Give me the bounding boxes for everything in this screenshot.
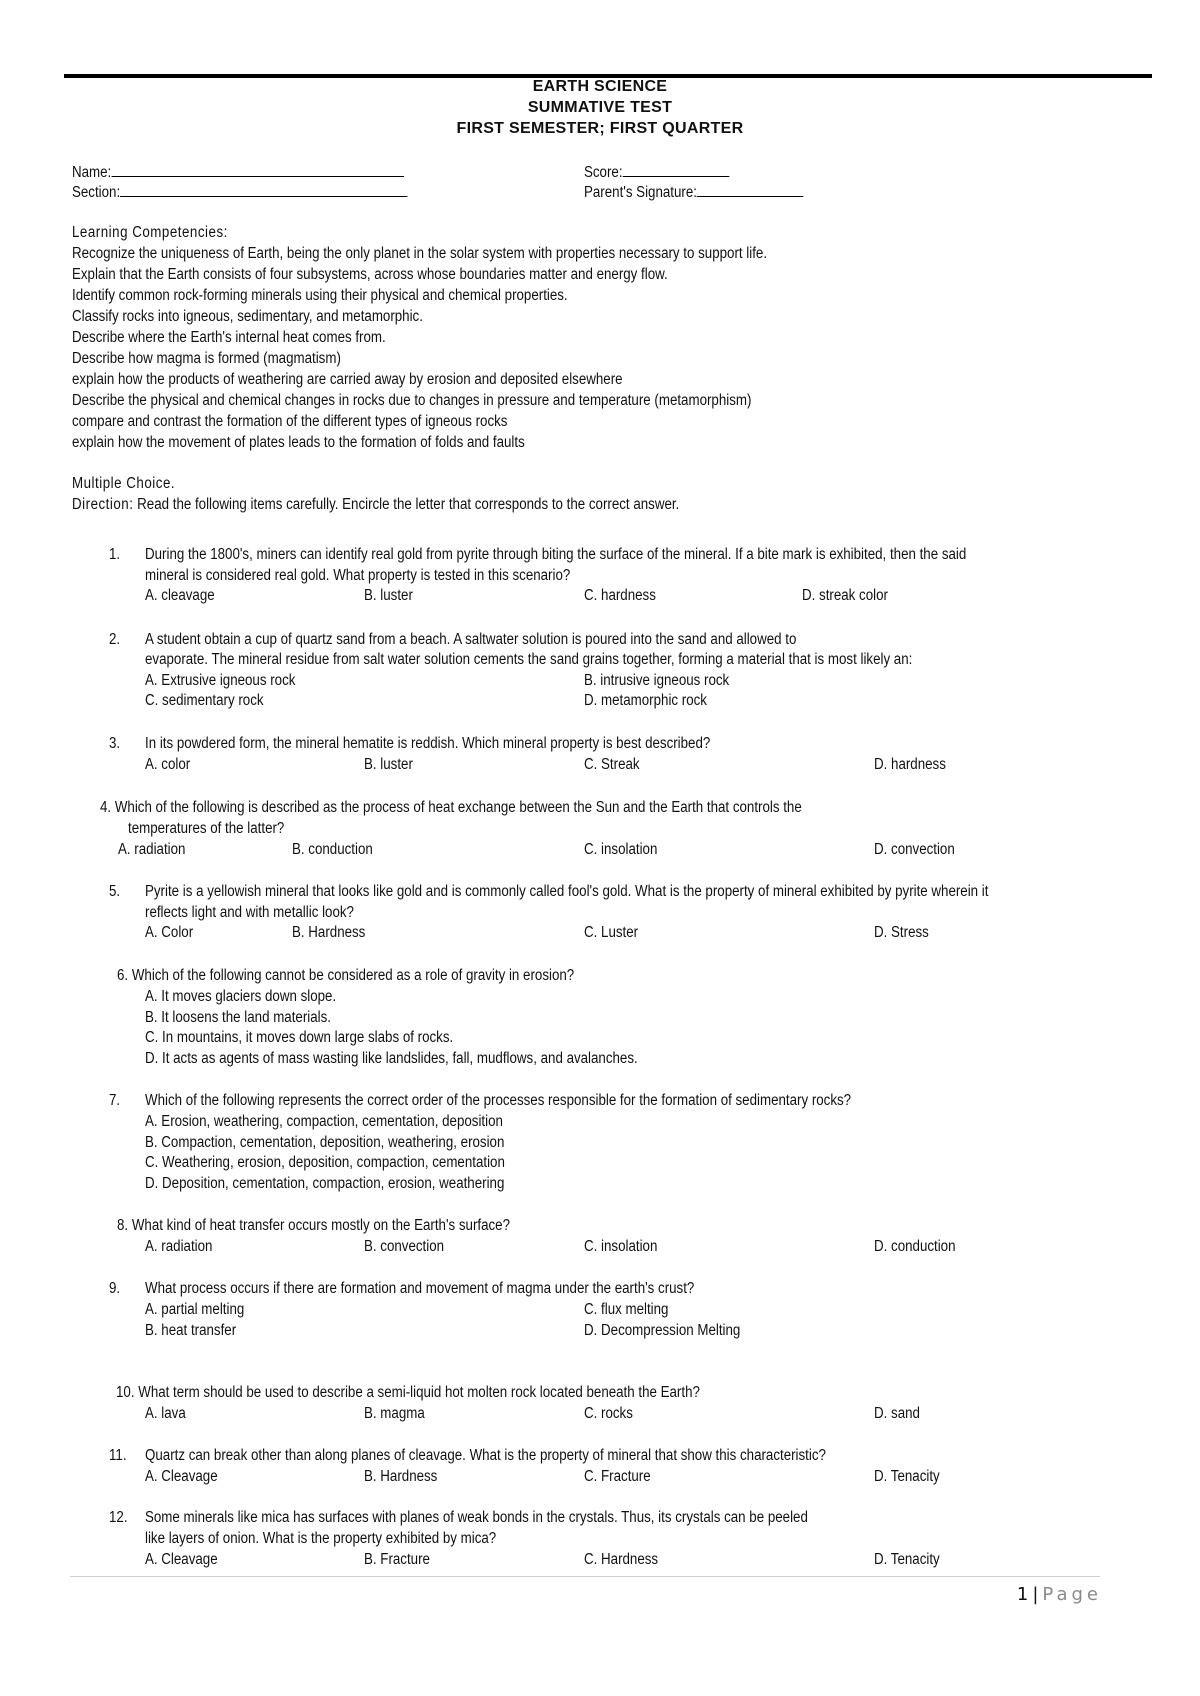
competency-item: Identify common rock-forming minerals using their physical and chemical properties. <box>72 287 568 304</box>
question-text: Pyrite is a yellowish mineral that looks like gold and is commonly called fool's gold. What is the property of mineral exhibited by pyrite wherein it <box>145 883 989 900</box>
choice-b[interactable]: B. magma <box>364 1405 425 1422</box>
question-text: Some minerals like mica has surfaces with planes of weak bonds in the crystals. Thus, its crystals can be peeled <box>145 1509 808 1526</box>
choice-b[interactable]: B. luster <box>364 756 413 773</box>
competency-item: Describe where the Earth's internal heat comes from. <box>72 329 386 346</box>
choice-c[interactable]: C. rocks <box>584 1405 633 1422</box>
question-number: 2. <box>109 631 121 648</box>
question-number: 7. <box>109 1092 121 1109</box>
question-text: Quartz can break other than along planes of cleavage. What is the property of mineral that show this characteristic? <box>145 1447 826 1464</box>
score-blank[interactable] <box>623 162 730 177</box>
direction-label: Direction: <box>72 496 134 513</box>
choice-d[interactable]: D. Tenacity <box>874 1551 940 1568</box>
choice-b[interactable]: B. intrusive igneous rock <box>584 672 730 689</box>
header-term: FIRST SEMESTER; FIRST QUARTER <box>456 120 744 137</box>
choice-d[interactable]: D. Decompression Melting <box>584 1322 741 1339</box>
choice-c[interactable]: C. insolation <box>584 1238 658 1255</box>
question-number: 11. <box>109 1447 127 1464</box>
choice-a[interactable]: A. Erosion, weathering, compaction, cementation, deposition <box>145 1113 503 1130</box>
choice-c[interactable]: C. In mountains, it moves down large slabs of rocks. <box>145 1029 454 1046</box>
choice-a[interactable]: A. radiation <box>145 1238 213 1255</box>
competency-item: Describe the physical and chemical changes in rocks due to changes in pressure and temperature (metamorphism) <box>72 392 752 409</box>
question-text: evaporate. The mineral residue from salt water solution cements the sand grains together, forming a material that is most likely an: <box>145 651 913 668</box>
competency-item: compare and contrast the formation of the different types of igneous rocks <box>72 413 508 430</box>
choice-c[interactable]: C. sedimentary rock <box>145 692 264 709</box>
choice-b[interactable]: B. luster <box>364 587 413 604</box>
question-text: What process occurs if there are formation and movement of magma under the earth's crust? <box>145 1280 695 1297</box>
footer-separator: | <box>1032 1584 1039 1605</box>
choice-b[interactable]: B. convection <box>364 1238 445 1255</box>
footer-rule <box>70 1576 1100 1577</box>
question-text: Which of the following represents the correct order of the processes responsible for the formation of sedimentary rocks? <box>145 1092 852 1109</box>
choice-d[interactable]: D. conduction <box>874 1238 956 1255</box>
choice-d[interactable]: D. streak color <box>802 587 888 604</box>
competency-item: explain how the movement of plates leads to the formation of folds and faults <box>72 434 525 451</box>
question-text: mineral is considered real gold. What property is tested in this scenario? <box>145 567 571 584</box>
choice-c[interactable]: C. insolation <box>584 841 658 858</box>
parent-signature-field[interactable] <box>584 182 804 203</box>
choice-a[interactable]: A. Cleavage <box>145 1551 218 1568</box>
question-text: In its powdered form, the mineral hematite is reddish. Which mineral property is best described? <box>145 735 711 752</box>
header-subject: EARTH SCIENCE <box>532 78 668 95</box>
choice-a[interactable]: A. Cleavage <box>145 1468 218 1485</box>
choice-a[interactable]: A. Extrusive igneous rock <box>145 672 296 689</box>
section-blank[interactable] <box>120 182 407 197</box>
choice-b[interactable]: B. Fracture <box>364 1551 430 1568</box>
competency-item: explain how the products of weathering are carried away by erosion and deposited elsewhere <box>72 371 623 388</box>
score-label: Score: <box>584 164 623 181</box>
choice-c[interactable]: C. Hardness <box>584 1551 659 1568</box>
name-field[interactable] <box>72 162 404 183</box>
choice-b[interactable]: B. Hardness <box>292 924 366 941</box>
header-test-type: SUMMATIVE TEST <box>527 99 673 116</box>
question-text: 6. Which of the following cannot be considered as a role of gravity in erosion? <box>117 967 575 984</box>
question-number: 1. <box>109 546 121 563</box>
choice-c[interactable]: C. Luster <box>584 924 639 941</box>
choice-a[interactable]: A. cleavage <box>145 587 215 604</box>
choice-c[interactable]: C. flux melting <box>584 1301 669 1318</box>
choice-a[interactable]: A. partial melting <box>145 1301 245 1318</box>
page-label: Page <box>1042 1584 1102 1605</box>
question-text: reflects light and with metallic look? <box>145 904 354 921</box>
direction-text: Read the following items carefully. Encircle the letter that corresponds to the correct answer. <box>133 496 680 513</box>
competency-item: Classify rocks into igneous, sedimentary, and metamorphic. <box>72 308 423 325</box>
competency-item: Explain that the Earth consists of four subsystems, across whose boundaries matter and energy flow. <box>72 266 668 283</box>
name-blank[interactable] <box>111 162 403 177</box>
question-text: 8. What kind of heat transfer occurs mostly on the Earth's surface? <box>117 1217 511 1234</box>
section-title: Multiple Choice. <box>72 475 176 492</box>
choice-b[interactable]: B. Compaction, cementation, deposition, weathering, erosion <box>145 1134 505 1151</box>
choice-b[interactable]: B. Hardness <box>364 1468 438 1485</box>
page-number: 1 <box>1016 1584 1029 1605</box>
question-text: 10. What term should be used to describe a semi-liquid hot molten rock located beneath the Earth? <box>116 1384 700 1401</box>
section-label: Section: <box>72 184 121 201</box>
choice-d[interactable]: D. convection <box>874 841 955 858</box>
choice-d[interactable]: D. Tenacity <box>874 1468 940 1485</box>
question-number: 9. <box>109 1280 121 1297</box>
choice-d[interactable]: D. Stress <box>874 924 929 941</box>
choice-a[interactable]: A. color <box>145 756 191 773</box>
question-text: During the 1800's, miners can identify real gold from pyrite through biting the surface of the mineral. If a bite mark is exhibited, then the said <box>145 546 967 563</box>
choice-c[interactable]: C. Weathering, erosion, deposition, compaction, cementation <box>145 1154 505 1171</box>
choice-d[interactable]: D. hardness <box>874 756 946 773</box>
competencies-title: Learning Competencies: <box>72 224 228 241</box>
competency-item: Recognize the uniqueness of Earth, being the only planet in the solar system with properties necessary to support life. <box>72 245 768 262</box>
score-field[interactable] <box>584 162 729 183</box>
choice-a[interactable]: A. lava <box>145 1405 186 1422</box>
question-number: 5. <box>109 883 121 900</box>
choice-d[interactable]: D. sand <box>874 1405 920 1422</box>
direction <box>72 495 679 515</box>
competency-item: Describe how magma is formed (magmatism) <box>72 350 341 367</box>
choice-a[interactable]: A. It moves glaciers down slope. <box>145 988 337 1005</box>
choice-b[interactable]: B. It loosens the land materials. <box>145 1009 331 1026</box>
question-number: 3. <box>109 735 121 752</box>
question-number: 12. <box>109 1509 128 1526</box>
choice-b[interactable]: B. conduction <box>292 841 373 858</box>
section-field[interactable] <box>72 182 407 203</box>
choice-b[interactable]: B. heat transfer <box>145 1322 237 1339</box>
choice-d[interactable]: D. metamorphic rock <box>584 692 707 709</box>
question-text: like layers of onion. What is the property exhibited by mica? <box>145 1530 497 1547</box>
question-text: temperatures of the latter? <box>128 820 285 837</box>
question-text: A student obtain a cup of quartz sand from a beach. A saltwater solution is poured into the sand and allowed to <box>145 631 797 648</box>
choice-c[interactable]: C. Fracture <box>584 1468 651 1485</box>
choice-d[interactable]: D. Deposition, cementation, compaction, erosion, weathering <box>145 1175 505 1192</box>
page-footer <box>1017 1584 1102 1605</box>
choice-a[interactable]: A. radiation <box>118 841 186 858</box>
choice-c[interactable]: C. hardness <box>584 587 656 604</box>
choice-d[interactable]: D. It acts as agents of mass wasting like landslides, fall, mudflows, and avalanches. <box>145 1050 638 1067</box>
name-label: Name: <box>72 164 112 181</box>
choice-a[interactable]: A. Color <box>145 924 194 941</box>
choice-c[interactable]: C. Streak <box>584 756 640 773</box>
question-text: 4. Which of the following is described as the process of heat exchange between the Sun and the Earth that controls the <box>100 799 802 816</box>
parent-signature-blank[interactable] <box>697 182 804 197</box>
parent-signature-label: Parent's Signature: <box>584 184 697 201</box>
